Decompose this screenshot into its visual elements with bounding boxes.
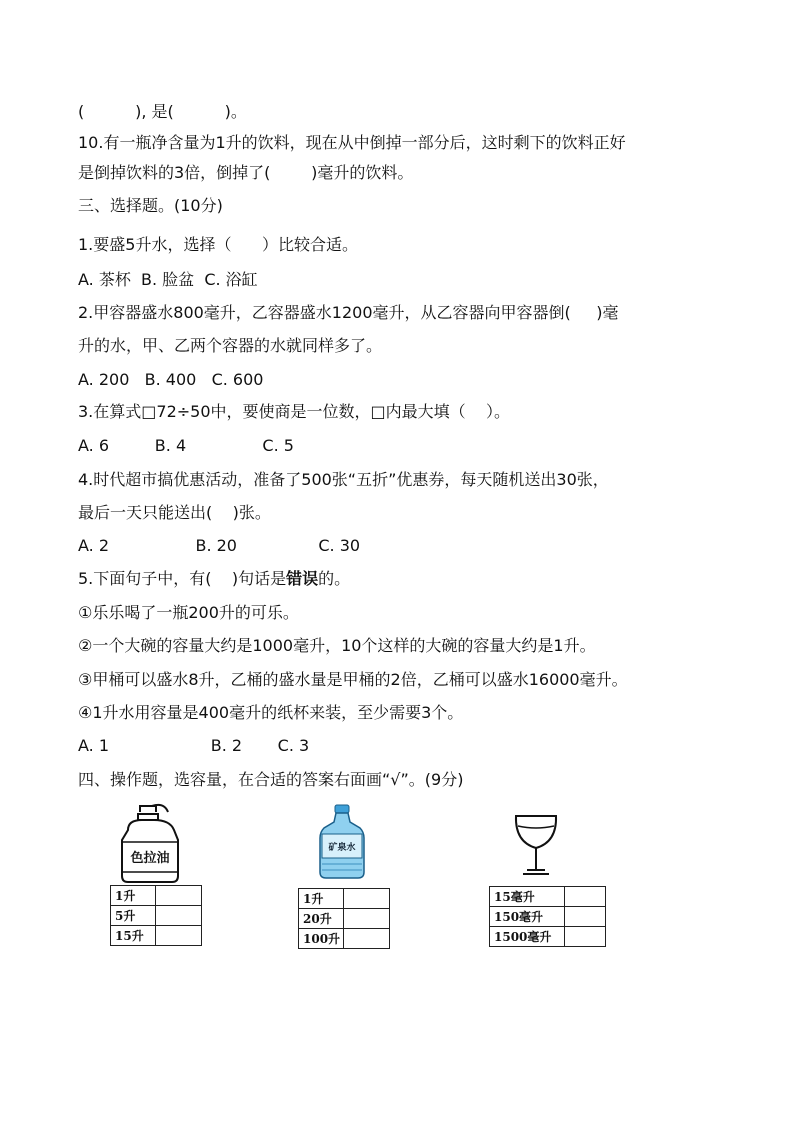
question-10-line-2: 是倒掉饮料的3倍，倒掉了( )毫升的饮料。 xyxy=(78,163,414,182)
table-row xyxy=(111,926,202,946)
answer-cell[interactable] xyxy=(156,926,202,946)
oil-capacity-table xyxy=(110,885,202,946)
choice-5-emphasis: 错误 xyxy=(286,569,319,588)
choice-1: 1.要盛5升水，选择（ ）比较合适。 xyxy=(78,235,358,254)
question-10-line-1: 10.有一瓶净含量为1升的饮料，现在从中倒掉一部分后，这时剩下的饮料正好 xyxy=(78,133,626,152)
oil-jug-image xyxy=(112,802,192,884)
table-row xyxy=(111,906,202,926)
choice-4-options: A. 2 B. 20 C. 30 xyxy=(78,536,361,555)
water-bottle-image xyxy=(318,804,366,880)
answer-cell[interactable] xyxy=(344,889,390,909)
choice-2-line-2: 升的水，甲、乙两个容器的水就同样多了。 xyxy=(78,336,383,355)
table-row xyxy=(299,889,390,909)
choice-3-options: A. 6 B. 4 C. 5 xyxy=(78,436,294,455)
choice-2-options: A. 200 B. 400 C. 600 xyxy=(78,370,264,389)
choice-5-suffix: 的。 xyxy=(318,569,351,588)
answer-cell[interactable] xyxy=(156,906,202,926)
option-label: 20升 xyxy=(299,909,344,929)
section-3-heading: 三、选择题。(10分) xyxy=(78,196,223,215)
water-bottle-label: 矿泉水 xyxy=(328,843,356,853)
q9-continuation: ( ), 是( )。 xyxy=(78,102,247,121)
answer-cell[interactable] xyxy=(565,927,606,947)
section-4-heading: 四、操作题，选容量，在合适的答案右面画“√”。(9分) xyxy=(78,770,464,789)
table-row xyxy=(490,927,606,947)
choice-2-line-1: 2.甲容器盛水800毫升，乙容器盛水1200毫升，从乙容器向甲容器倒( )毫 xyxy=(78,303,619,322)
answer-cell[interactable] xyxy=(565,887,606,907)
table-row xyxy=(490,907,606,927)
option-label: 5升 xyxy=(111,906,156,926)
table-row xyxy=(490,887,606,907)
choice-5-prefix: 5.下面句子中，有( )句话是 xyxy=(78,569,287,588)
table-row xyxy=(111,886,202,906)
oil-jug-label: 色拉油 xyxy=(130,851,170,866)
choice-5-options: A. 1 B. 2 C. 3 xyxy=(78,736,310,755)
answer-cell[interactable] xyxy=(565,907,606,927)
option-label: 150毫升 xyxy=(490,907,565,927)
choice-4-line-1: 4.时代超市搞优惠活动，准备了500张“五折”优惠券，每天随机送出30张， xyxy=(78,470,609,489)
choice-5-statement-1: ①乐乐喝了一瓶200升的可乐。 xyxy=(78,603,299,622)
option-label: 1升 xyxy=(111,886,156,906)
choice-4-line-2: 最后一天只能送出( )张。 xyxy=(78,503,271,522)
answer-cell[interactable] xyxy=(344,929,390,949)
choice-5-statement-4: ④1升水用容量是400毫升的纸杯来装，至少需要3个。 xyxy=(78,703,464,722)
wine-glass-image xyxy=(511,812,561,878)
table-row xyxy=(299,909,390,929)
table-row xyxy=(299,929,390,949)
option-label: 1升 xyxy=(299,889,344,909)
choice-5-statement-3: ③甲桶可以盛水8升，乙桶的盛水量是甲桶的2倍，乙桶可以盛水16000毫升。 xyxy=(78,670,628,689)
option-label: 100升 xyxy=(299,929,344,949)
choice-3: 3.在算式□72÷50中，要使商是一位数，□内最大填（ ）。 xyxy=(78,402,510,421)
glass-capacity-table xyxy=(489,886,606,947)
answer-cell[interactable] xyxy=(156,886,202,906)
option-label: 15毫升 xyxy=(490,887,565,907)
option-label: 1500毫升 xyxy=(490,927,565,947)
choice-5 xyxy=(78,569,350,589)
water-capacity-table xyxy=(298,888,390,949)
choice-1-options: A. 茶杯 B. 脸盆 C. 浴缸 xyxy=(78,270,258,289)
answer-cell[interactable] xyxy=(344,909,390,929)
choice-5-statement-2: ②一个大碗的容量大约是1000毫升，10个这样的大碗的容量大约是1升。 xyxy=(78,636,596,655)
option-label: 15升 xyxy=(111,926,156,946)
